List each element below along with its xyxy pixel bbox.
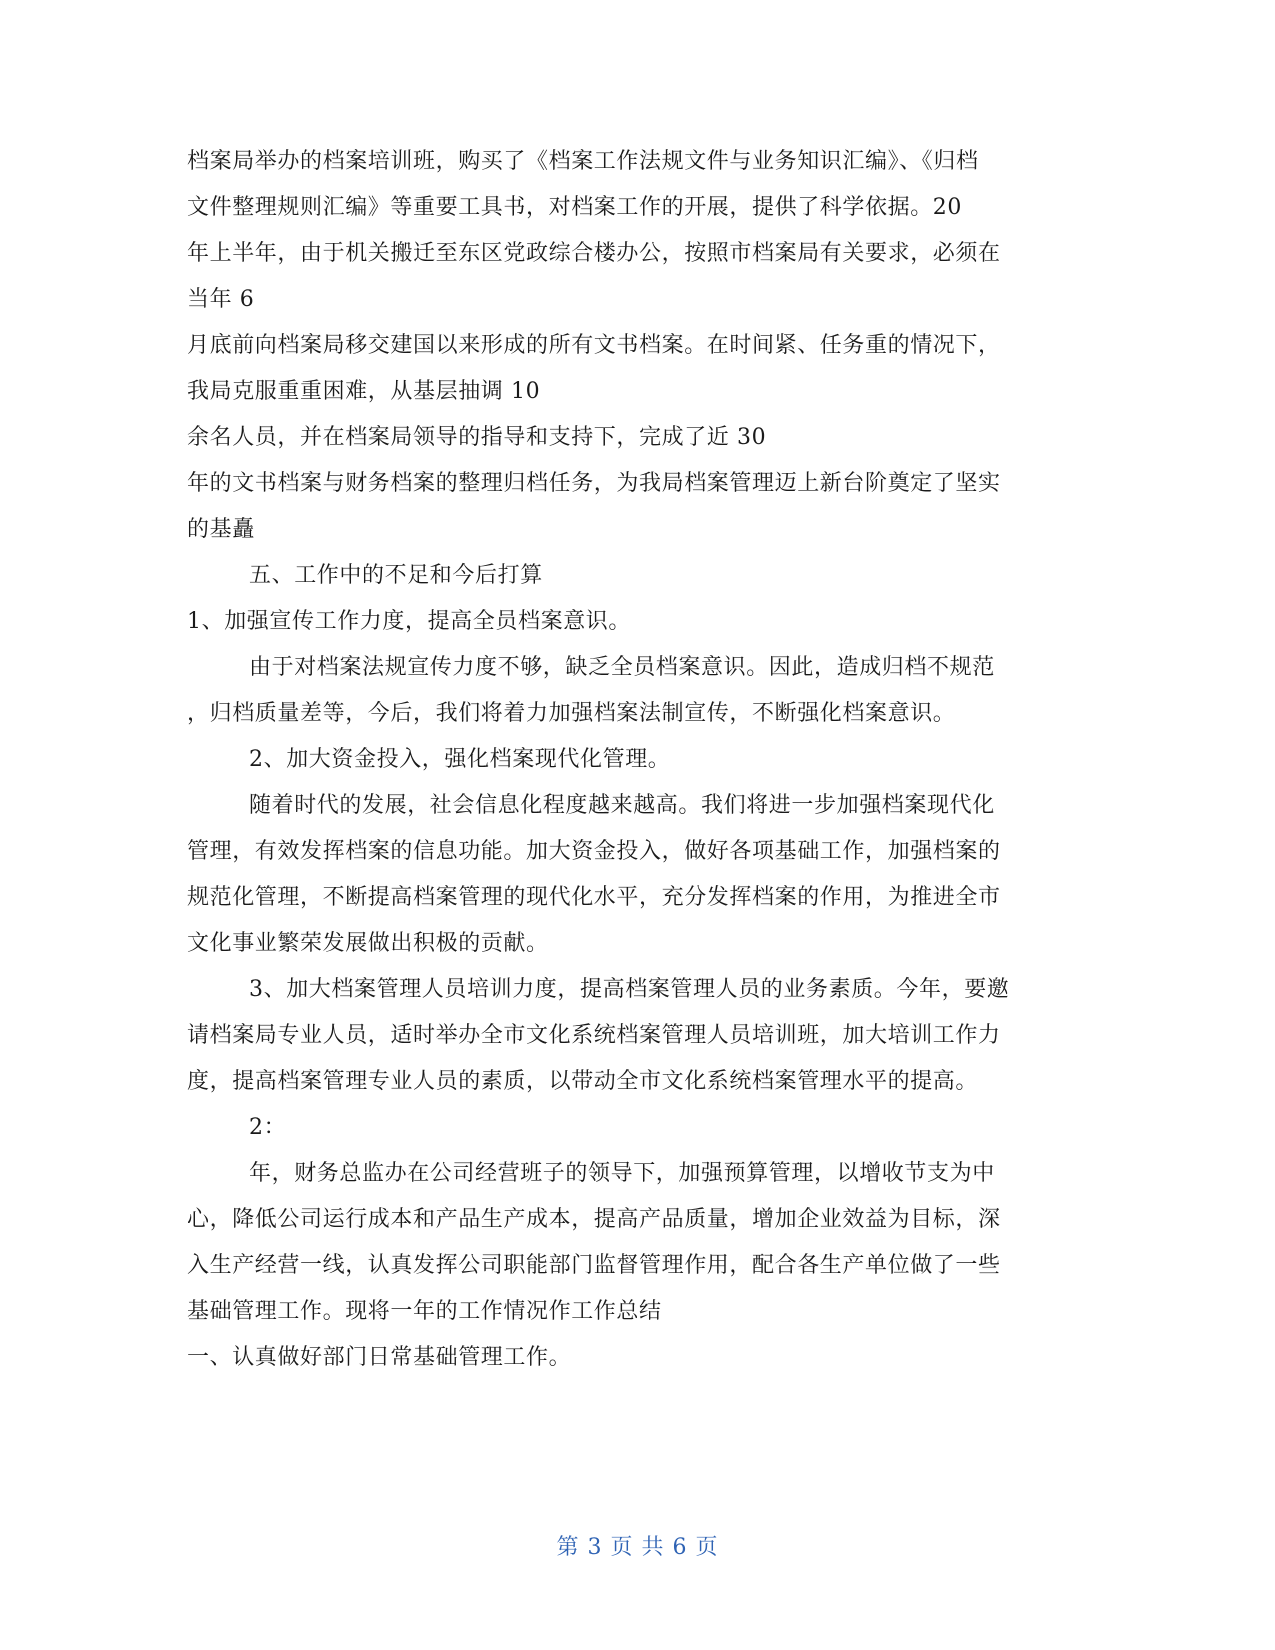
text-line: 我局克服重重困难，从基层抽调 10 xyxy=(187,379,541,404)
text-line: 随着时代的发展，社会信息化程度越来越高。我们将进一步加强档案现代化 xyxy=(249,793,995,818)
text-line: 档案局举办的档案培训班，购买了《档案工作法规文件与业务知识汇编》、《归档 xyxy=(187,149,979,174)
text-line: 请档案局专业人员，适时举办全市文化系统档案管理人员培训班，加大培训工作力 xyxy=(187,1023,1001,1048)
text-line: 月底前向档案局移交建国以来形成的所有文书档案。在时间紧、任务重的情况下， xyxy=(187,333,1001,358)
text-line: ，归档质量差等，今后，我们将着力加强档案法制宣传，不断强化档案意识。 xyxy=(187,701,956,726)
text-line: 由于对档案法规宣传力度不够，缺乏全员档案意识。因此，造成归档不规范 xyxy=(249,655,995,680)
text-line: 文化事业繁荣发展做出积极的贡献。 xyxy=(187,931,549,956)
text-line: 年的文书档案与财务档案的整理归档任务，为我局档案管理迈上新台阶奠定了坚实 xyxy=(187,471,1001,496)
list-item-heading: 1、加强宣传工作力度，提高全员档案意识。 xyxy=(187,609,631,634)
section-heading: 一、认真做好部门日常基础管理工作。 xyxy=(187,1345,572,1370)
text-line: 余名人员，并在档案局领导的指导和支持下，完成了近 30 xyxy=(187,425,767,450)
text-line: 基础管理工作。现将一年的工作情况作工作总结 xyxy=(187,1299,662,1324)
text-line: 年上半年，由于机关搬迁至东区党政综合楼办公，按照市档案局有关要求，必须在 xyxy=(187,241,1001,266)
text-line: 当年 6 xyxy=(187,287,255,312)
text-line: 规范化管理，不断提高档案管理的现代化水平，充分发挥档案的作用，为推进全市 xyxy=(187,885,1001,910)
text-line: 心，降低公司运行成本和产品生产成本，提高产品质量，增加企业效益为目标，深 xyxy=(187,1207,1001,1232)
text-line: 度，提高档案管理专业人员的素质，以带动全市文化系统档案管理水平的提高。 xyxy=(187,1069,979,1094)
text-line: 年，财务总监办在公司经营班子的领导下，加强预算管理，以增收节支为中 xyxy=(249,1161,995,1186)
text-line: 的基矗 xyxy=(187,517,255,542)
text-line: 入生产经营一线，认真发挥公司职能部门监督管理作用，配合各生产单位做了一些 xyxy=(187,1253,1001,1278)
text-line: 文件整理规则汇编》等重要工具书，对档案工作的开展，提供了科学依据。20 xyxy=(187,195,962,220)
text-line: 3、加大档案管理人员培训力度，提高档案管理人员的业务素质。今年，要邀 xyxy=(249,977,1010,1002)
page-footer xyxy=(0,1533,1275,1563)
section-heading: 五、工作中的不足和今后打算 xyxy=(249,563,543,588)
list-item-heading: 2、加大资金投入，强化档案现代化管理。 xyxy=(249,747,671,772)
page-number-label: 第 3 页 共 6 页 xyxy=(556,1535,719,1560)
section-number: 2： xyxy=(249,1115,287,1140)
text-line: 管理，有效发挥档案的信息功能。加大资金投入，做好各项基础工作，加强档案的 xyxy=(187,839,1001,864)
